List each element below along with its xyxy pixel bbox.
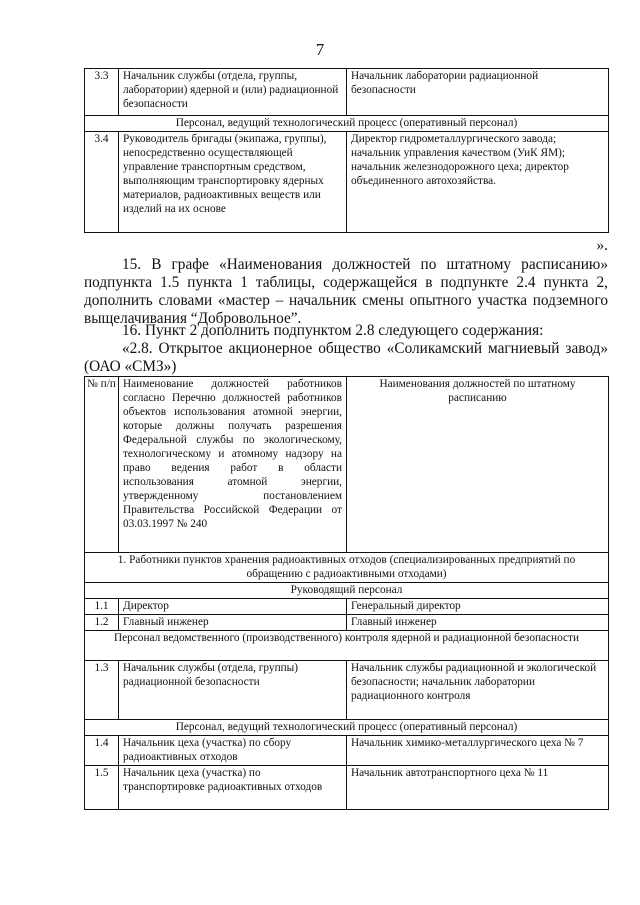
staff-position: Начальник службы радиационной и экологической безопасности; начальник лаборатории радиационного контроля bbox=[347, 661, 609, 720]
regulatory-position: Директор bbox=[119, 599, 347, 615]
section-row bbox=[85, 720, 609, 736]
table-row bbox=[85, 661, 609, 720]
staff-position: Генеральный директор bbox=[347, 599, 609, 615]
row-number: 3.3 bbox=[85, 69, 119, 116]
header-regulatory-positions: Наименование должностей работников согласно Перечню должностей работников объектов использования атомной энергии, которые должны получать разрешения Федеральной службы по экологическому, технологическому и атомному надзору на право ведения работ в области использования атомной энергии, утвержденному постановлением Правительства Российской Федерации от 03.03.1997 № 240 bbox=[119, 377, 347, 553]
table-row bbox=[85, 132, 609, 233]
row-number: 1.3 bbox=[85, 661, 119, 720]
staff-position: Начальник автотранспортного цеха № 11 bbox=[347, 766, 609, 810]
section-heading: 1. Работники пунктов хранения радиоактивных отходов (специализированных предприятий по обращению с радиоактивными отходами) bbox=[85, 553, 609, 583]
closing-quote: ». bbox=[596, 237, 608, 254]
table-row bbox=[85, 599, 609, 615]
section-heading: Персонал ведомственного (производственного) контроля ядерной и радиационной безопасности bbox=[85, 631, 609, 661]
staff-position: Главный инженер bbox=[347, 615, 609, 631]
table-header-row bbox=[85, 377, 609, 553]
table-row bbox=[85, 69, 609, 116]
section-heading: Персонал, ведущий технологический процесс (оперативный персонал) bbox=[85, 720, 609, 736]
regulatory-position: Начальник службы (отдела, группы) радиационной безопасности bbox=[119, 661, 347, 720]
row-number: 1.5 bbox=[85, 766, 119, 810]
paragraph-2-8: «2.8. Открытое акционерное общество «Соликамский магниевый завод» (ОАО «СМЗ») bbox=[84, 340, 608, 375]
section-row bbox=[85, 553, 609, 583]
regulatory-position: Начальник цеха (участка) по сбору радиоактивных отходов bbox=[119, 736, 347, 766]
table-smz bbox=[84, 376, 609, 810]
staff-position: Начальник лаборатории радиационной безопасности bbox=[347, 69, 609, 116]
paragraph-16: 16. Пункт 2 дополнить подпунктом 2.8 следующего содержания: bbox=[122, 322, 544, 339]
regulatory-position: Руководитель бригады (экипажа, группы), непосредственно осуществляющей управление транспортным средством, выполняющим транспортировку ядерных материалов, радиоактивных веществ или изделий на их основе bbox=[119, 132, 347, 233]
row-number: 1.2 bbox=[85, 615, 119, 631]
table-row bbox=[85, 766, 609, 810]
table-row bbox=[85, 615, 609, 631]
row-number: 3.4 bbox=[85, 132, 119, 233]
staff-position: Директор гидрометаллургического завода; начальник управления качеством (УиК ЯМ); начальник железнодорожного цеха; директор объединенного автохозяйства. bbox=[347, 132, 609, 233]
regulatory-position: Начальник службы (отдела, группы, лаборатории) ядерной и (или) радиационной безопасности bbox=[119, 69, 347, 116]
section-row bbox=[85, 116, 609, 132]
row-number: 1.4 bbox=[85, 736, 119, 766]
regulatory-position: Главный инженер bbox=[119, 615, 347, 631]
section-row bbox=[85, 583, 609, 599]
section-heading: Руководящий персонал bbox=[85, 583, 609, 599]
header-staff-positions: Наименования должностей по штатному расписанию bbox=[347, 377, 609, 553]
paragraph-15: 15. В графе «Наименования должностей по штатному расписанию» подпункта 1.5 пункта 1 таблицы, содержащейся в подпункте 2.4 пункта 2, дополнить словами «мастер – начальник смены опытного участка подземного выщелачивания “Добровольное”. bbox=[84, 256, 608, 327]
section-heading: Персонал, ведущий технологический процесс (оперативный персонал) bbox=[85, 116, 609, 132]
table-row bbox=[85, 736, 609, 766]
page-number: 7 bbox=[315, 40, 325, 59]
header-number: № п/п bbox=[85, 377, 119, 553]
table-continuation bbox=[84, 68, 609, 233]
staff-position: Начальник химико-металлургического цеха № 7 bbox=[347, 736, 609, 766]
regulatory-position: Начальник цеха (участка) по транспортировке радиоактивных отходов bbox=[119, 766, 347, 810]
section-row bbox=[85, 631, 609, 661]
row-number: 1.1 bbox=[85, 599, 119, 615]
